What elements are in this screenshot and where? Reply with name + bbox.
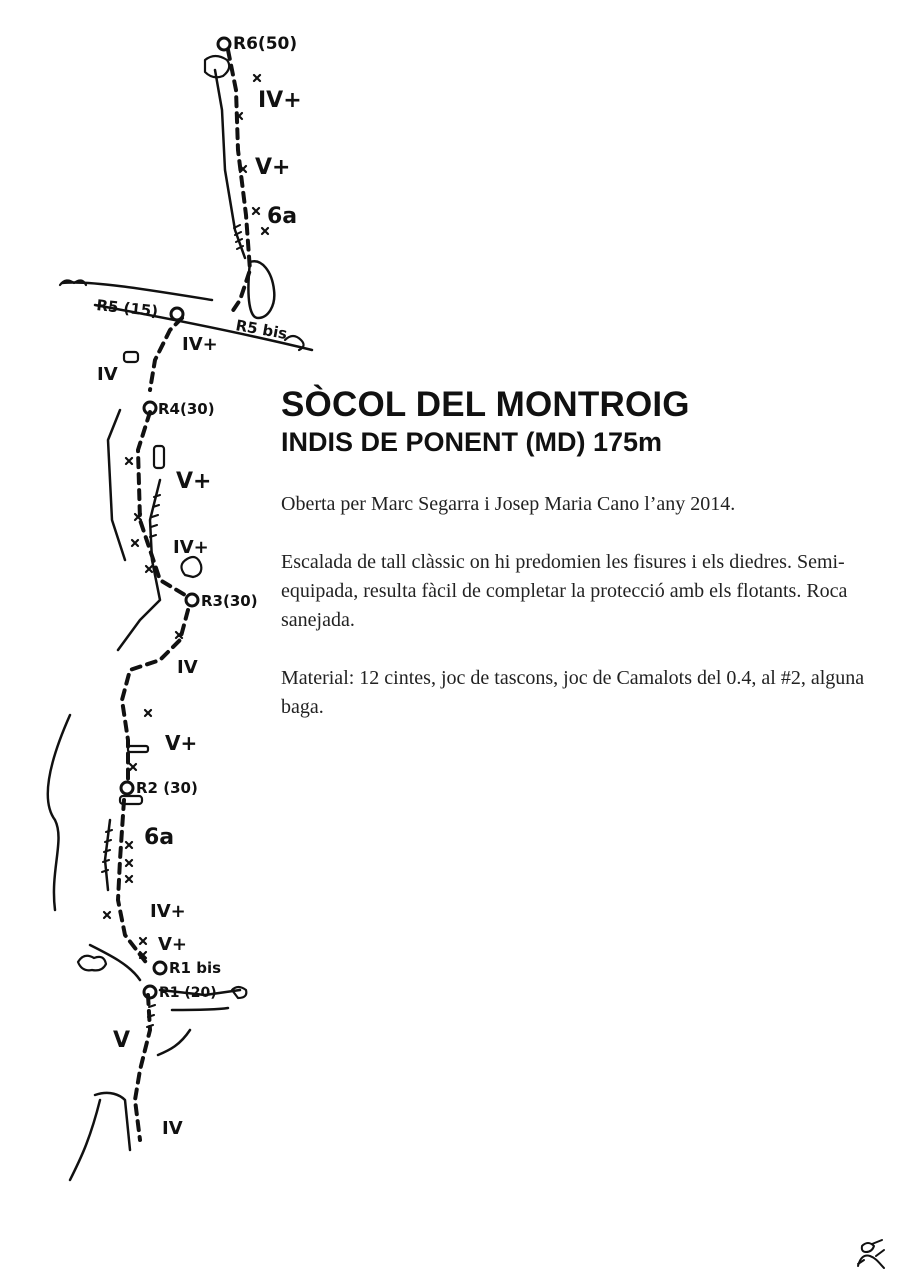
belay-label-r4: R4(30) — [158, 400, 215, 418]
belay-ring-r5 — [171, 308, 183, 320]
bolt-markers — [104, 75, 268, 958]
belay-label-r1: R1 (20) — [159, 985, 217, 1001]
grade-label: V+ — [165, 731, 198, 755]
description-paragraph: Oberta per Marc Segarra i Josep Maria Cano l’any 2014. — [281, 493, 736, 515]
belay-label-r6: R6(50) — [233, 34, 298, 54]
belay-label-r2: R2 (30) — [136, 779, 198, 797]
grade-label: V+ — [255, 155, 291, 180]
grade-label: IV+ — [182, 334, 218, 355]
route-header — [281, 385, 881, 459]
grade-label: IV+ — [150, 901, 186, 922]
grade-label: IV+ — [173, 537, 209, 558]
block-shape — [154, 446, 164, 468]
bush-shape — [205, 56, 229, 77]
rock-line — [172, 1008, 228, 1010]
belay-ring-r2 — [121, 782, 133, 794]
climber-logo-icon — [850, 1236, 892, 1272]
grade-label: V+ — [176, 469, 212, 494]
rock-line — [62, 282, 212, 300]
bush-shape — [232, 987, 246, 998]
belay-label-r5: R5 (15) — [95, 296, 159, 321]
block-shape — [124, 352, 138, 362]
rock-line — [108, 410, 125, 560]
grade-label: 6a — [144, 825, 175, 850]
grade-label: IV+ — [258, 88, 302, 113]
route-subtitle: INDIS DE PONENT (MD) 175m — [281, 427, 663, 457]
belay-label-r3: R3(30) — [201, 592, 258, 610]
grade-label: IV — [97, 364, 118, 385]
block-shape — [128, 746, 148, 752]
grade-label: V+ — [158, 934, 188, 955]
bush-shape — [78, 956, 106, 971]
route-description — [281, 490, 881, 751]
description-paragraph: Escalada de tall clàssic on hi predomien les fisures i els diedres. Semi-equipada, resulta fàcil de completar la protecció amb els flotants. Roca sanejada. — [281, 551, 848, 631]
belay-ring-r6 — [218, 38, 230, 50]
belay-label-r1bis: R1 bis — [169, 959, 222, 977]
bush-shape — [181, 557, 201, 577]
belay-label-r5bis: R5 bis — [234, 316, 289, 343]
belay-ring-r1bis — [154, 962, 166, 974]
grade-label: IV — [162, 1118, 183, 1139]
rock-line — [158, 1030, 190, 1055]
grade-label: V — [113, 1028, 131, 1053]
page-title: SÒCOL DEL MONTROIG — [281, 385, 690, 424]
rock-line — [248, 261, 274, 318]
description-paragraph: Material: 12 cintes, joc de tascons, joc de Camalots del 0.4, al #2, alguna baga. — [281, 667, 865, 718]
belay-ring-r3 — [186, 594, 198, 606]
rock-line — [70, 1100, 100, 1180]
rock-line — [48, 715, 70, 910]
rock-line — [90, 945, 140, 980]
grade-label: 6a — [267, 204, 298, 229]
grade-label: IV — [177, 657, 198, 678]
